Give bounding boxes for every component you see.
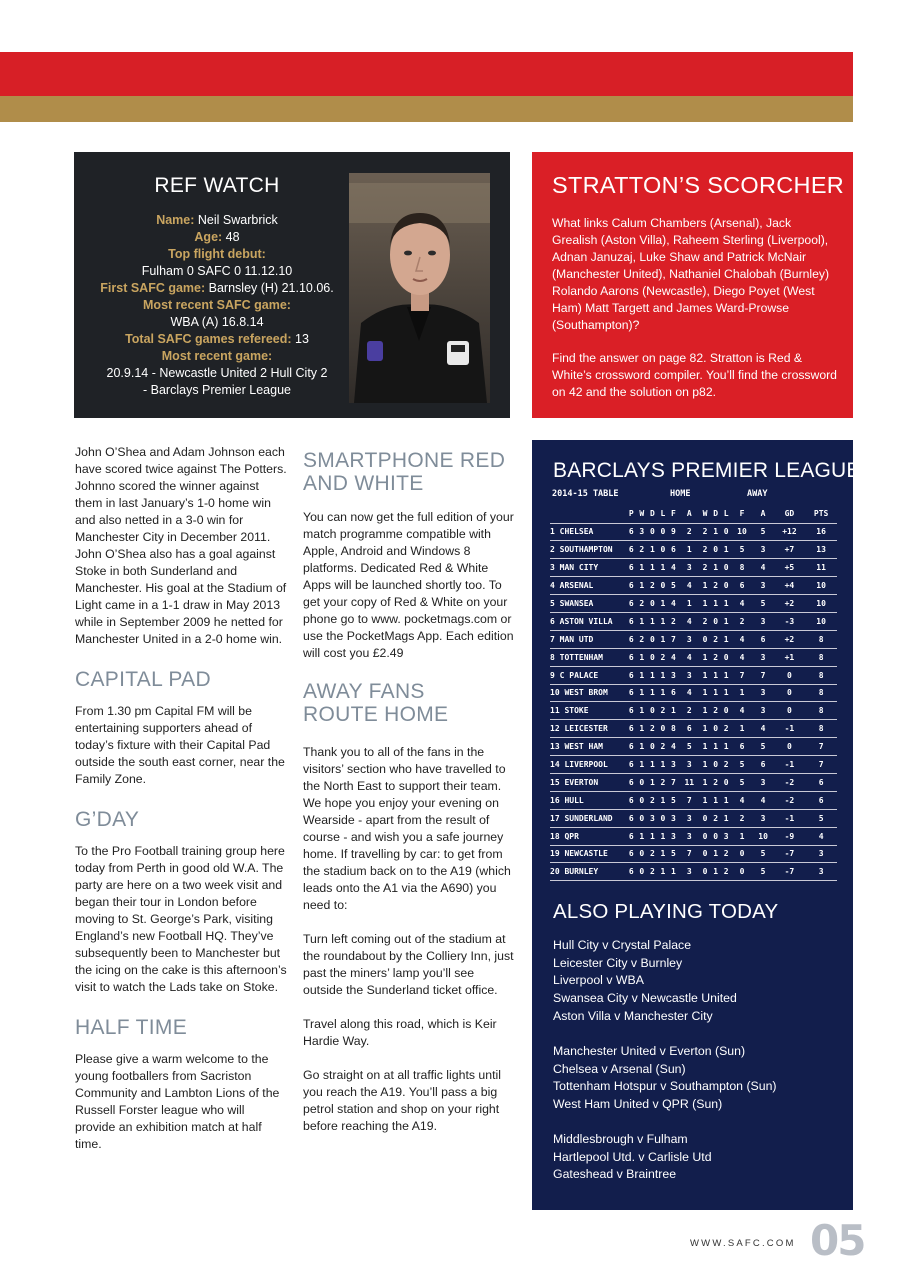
ref-watch-panel [74, 152, 510, 418]
league-table-row: 9 C PALACE 6 1 1 1 3 3 1 1 1 7 7 0 8 [550, 666, 837, 684]
footer-url: WWW.SAFC.COM [690, 1238, 796, 1249]
strattons-scorcher-panel [532, 152, 853, 418]
home-label: HOME [670, 489, 691, 499]
league-table-row: 16 HULL 6 0 2 1 5 7 1 1 1 4 4 -2 6 [550, 791, 837, 809]
route-step-2: Travel along this road, which is Keir Hardie Way. [303, 1017, 497, 1048]
referee-photo [349, 173, 490, 403]
ref-stat-line: - Barclays Premier League [143, 383, 291, 397]
fixtures-group-3: Middlesbrough v Fulham Hartlepool Utd. v Carlisle Utd Gateshead v Braintree [553, 1132, 712, 1182]
gday-heading: G’DAY [75, 808, 140, 831]
ref-stat-line: First SAFC game: Barnsley (H) 21.10.06. [100, 281, 334, 295]
league-table-row: 20 BURNLEY 6 0 2 1 1 3 0 1 2 0 5 -7 3 [550, 863, 837, 881]
league-table-row: 1 CHELSEA 6 3 0 0 9 2 2 1 0 10 5 +12 16 [550, 523, 837, 541]
ref-stat-line: WBA (A) 16.8.14 [170, 315, 264, 329]
strattons-scorcher-title: STRATTON’S SCORCHER [552, 172, 845, 198]
route-step-1: Turn left coming out of the stadium at the roundabout by the Colliery Inn, just past the miners’ lamp you’ll see outside the Sunderland ticket office. [303, 932, 514, 997]
league-table-header: P W D L F A W D L F A GD PTS [550, 505, 837, 523]
league-table-row: 3 MAN CITY 6 1 1 1 4 3 2 1 0 8 4 +5 11 [550, 559, 837, 577]
league-table-row: 10 WEST BROM 6 1 1 1 6 4 1 1 1 1 3 0 8 [550, 684, 837, 702]
page-number: 05 [810, 1216, 865, 1265]
ref-watch-stats [74, 212, 360, 399]
ref-stat-line: Age: 48 [194, 230, 240, 244]
league-table-row: 4 ARSENAL 6 1 2 0 5 4 1 2 0 6 3 +4 10 [550, 577, 837, 595]
league-table-row: 5 SWANSEA 6 2 0 1 4 1 1 1 1 4 5 +2 10 [550, 595, 837, 613]
fixtures-group-2: Manchester United v Everton (Sun) Chelsea v Arsenal (Sun) Tottenham Hotspur v Southampton (Sun) West Ham United v QPR (Sun) [553, 1044, 777, 1112]
league-table-row: 12 LEICESTER 6 1 2 0 8 6 1 0 2 1 4 -1 8 [550, 720, 837, 738]
league-table-row: 17 SUNDERLAND 6 0 3 0 3 3 0 2 1 2 3 -1 5 [550, 809, 837, 827]
ref-stat-line: Fulham 0 SAFC 0 11.12.10 [141, 264, 293, 278]
league-title: BARCLAYS PREMIER LEAGUE [553, 459, 861, 482]
ref-stat-line: Top flight debut: [168, 247, 266, 261]
column-left [75, 444, 287, 1153]
capital-pad-heading: CAPITAL PAD [75, 668, 211, 691]
header-red-band [0, 52, 853, 96]
capital-pad-text: From 1.30 pm Capital FM will be entertaining supporters ahead of today’s fixture with their Capital Pad outside the south east corner, near the Family Zone. [75, 704, 285, 786]
header-gold-band [0, 96, 853, 122]
away-label: AWAY [747, 489, 768, 499]
league-table-row: 19 NEWCASTLE 6 0 2 1 5 7 0 1 2 0 5 -7 3 [550, 845, 837, 863]
away-fans-heading: AWAY FANS ROUTE HOME [303, 680, 449, 726]
league-panel [532, 440, 861, 1210]
ref-stat-line: 20.9.14 - Newcastle United 2 Hull City 2 [106, 366, 328, 380]
ref-stat-line: Most recent game: [161, 349, 273, 363]
gday-text: To the Pro Football training group here today from Perth in good old W.A. The party are here on a two week visit and began their tour in London before moving to St. George’s Park, visiting England’s new Football HQ. They’ve subsequently been to Manchester but the icing on the cake is this afternoon’s visit to watch the Lads take on Stoke. [75, 844, 287, 994]
ref-watch-title: REF WATCH [154, 174, 280, 197]
league-table-row: 15 EVERTON 6 0 1 2 7 11 1 2 0 5 3 -2 6 [550, 773, 837, 791]
half-time-text: Please give a warm welcome to the young footballers from Sacriston Community and Lambton Lions of the Russell Forster league who will provide an exhibition match at half time. [75, 1052, 280, 1151]
fixtures-group-1: Hull City v Crystal Palace Leicester City v Burnley Liverpool v WBA Swansea City v Newcastle United Aston Villa v Manchester City [553, 938, 737, 1023]
half-time-heading: HALF TIME [75, 1016, 187, 1039]
quiz-answer-hint: Find the answer on page 82. Stratton is Red & White’s crossword compiler. You’ll find the crossword on 42 and the solution on p82. [552, 351, 837, 399]
league-table-row: 2 SOUTHAMPTON 6 2 1 0 6 1 2 0 1 5 3 +7 13 [550, 541, 837, 559]
league-table-row: 6 ASTON VILLA 6 1 1 1 2 4 2 0 1 2 3 -3 10 [550, 612, 837, 630]
league-table-row: 13 WEST HAM 6 1 0 2 4 5 1 1 1 6 5 0 7 [550, 738, 837, 756]
also-playing-title: ALSO PLAYING TODAY [553, 900, 779, 923]
ref-stat-line: Most recent SAFC game: [143, 298, 291, 312]
referee-portrait [349, 173, 490, 403]
away-fans-text: Thank you to all of the fans in the visitors’ section who have travelled to the North East to support their team. We hope you enjoy your evening on Wearside - apart from the result of course - and wish you a safe journey home. If travelling by car: to get from the stadium back on to the A19 (which leads onto the A1 via the A690) you need to: [303, 745, 511, 912]
ref-stat-line: Total SAFC games refereed: 13 [125, 332, 309, 346]
league-table-row: 14 LIVERPOOL 6 1 1 1 3 3 1 0 2 5 6 -1 7 [550, 756, 837, 774]
league-table-row: 18 QPR 6 1 1 1 3 3 0 0 3 1 10 -9 4 [550, 827, 837, 845]
column-middle [303, 449, 515, 1135]
league-table-row: 11 STOKE 6 1 0 2 1 2 1 2 0 4 3 0 8 [550, 702, 837, 720]
smartphone-text: You can now get the full edition of your match programme compatible with Apple, Android and Windows 8 platforms. Dedicated Red & White Apps will be launched shortly too. To get your copy of Red & White on your phone go to www. pocketmags.com or use the PocketMags App. Each edition will cost you £2.49 [303, 510, 514, 660]
smartphone-heading: SMARTPHONE RED AND WHITE [303, 449, 506, 495]
quiz-question: What links Calum Chambers (Arsenal), Jack Grealish (Aston Villa), Raheem Sterling (Liverpool), Adnan Januzaj, Luke Shaw and Patrick McNair (Manchester United), Nathaniel Chalobah (Burnley) Rolando Aarons (Newcastle), Diego Poyet (West Ham) Matt Targett and James Ward-Prowse (Southampton)? [552, 216, 830, 332]
ref-stat-line: Name: Neil Swarbrick [156, 213, 278, 227]
league-table-row: 8 TOTTENHAM 6 1 0 2 4 4 1 2 0 4 3 +1 8 [550, 648, 837, 666]
article-intro: John O’Shea and Adam Johnson each have scored twice against The Potters. Johnno scored the winner against them in last January’s 1-0 home win and also netted in a 3-0 win for Manchester City in December 2011. John O’Shea also has a goal against Stoke in both Sunderland and Manchester. His goal at the Stadium of Light came in a 1-1 draw in May 2013 while in September 2009 he netted for Manchester United in a 2-0 home win. [75, 445, 287, 646]
table-label: 2014-15 TABLE [552, 489, 619, 499]
league-table [550, 505, 837, 881]
route-step-3: Go straight on at all traffic lights until you reach the A19. You’ll pass a big petrol station and shop on your right before reaching the A19. [303, 1068, 501, 1133]
league-table-row: 7 MAN UTD 6 2 0 1 7 3 0 2 1 4 6 +2 8 [550, 630, 837, 648]
